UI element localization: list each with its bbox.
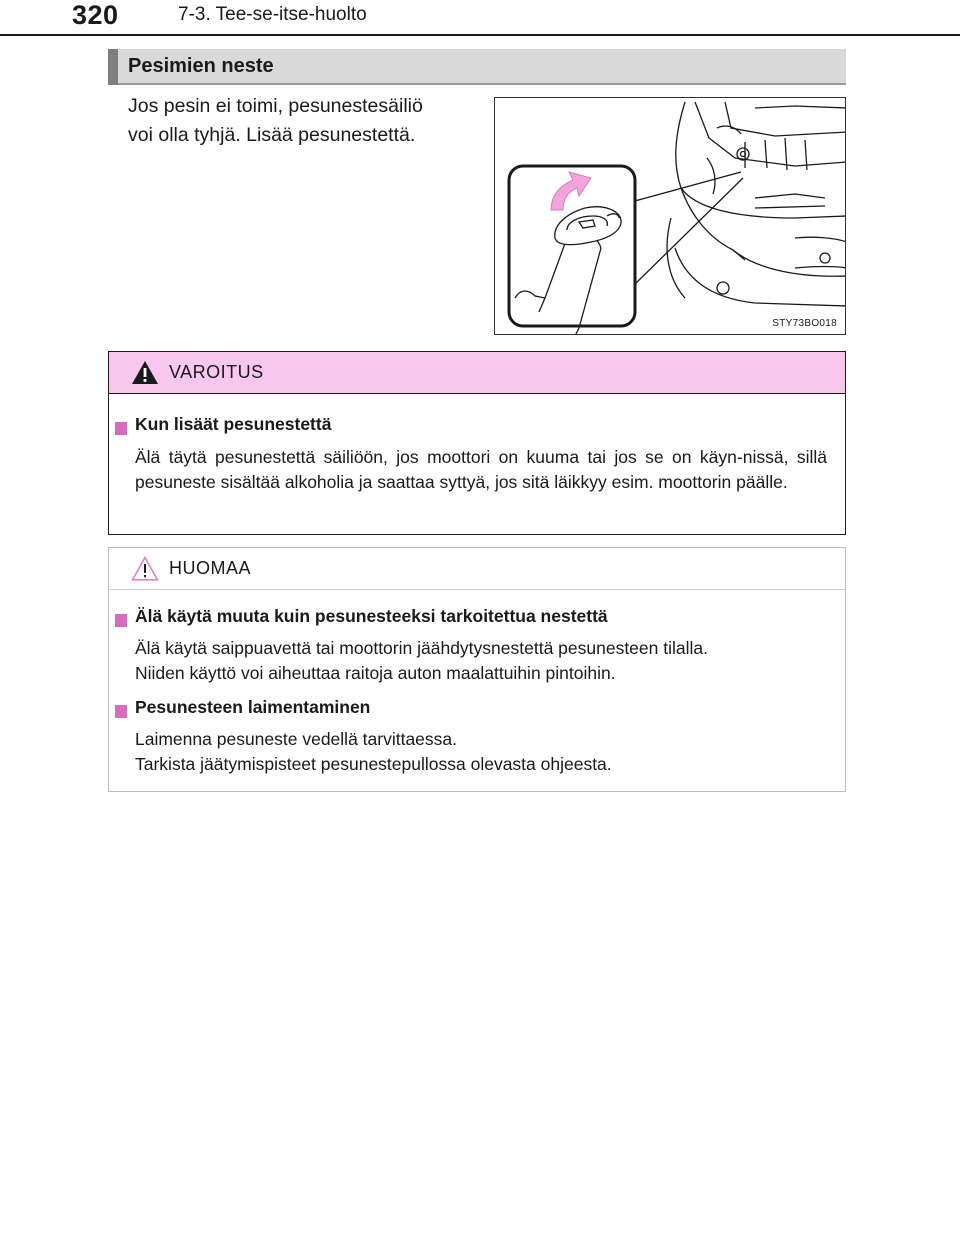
warning-box: [108, 351, 846, 535]
warning-item-title: [135, 412, 845, 436]
warning-triangle-icon: [131, 360, 159, 390]
washer-fluid-figure: [494, 97, 846, 335]
bullet-square-icon: [115, 609, 127, 622]
warning-item: [109, 412, 845, 494]
intro-line-2: voi olla tyhjä. Lisää pesunestettä.: [128, 124, 416, 146]
notice-item-title-text: Älä käytä muuta kuin pesunesteeksi tarkoitettua nestettä: [135, 606, 608, 626]
notice-item-body: [135, 636, 845, 685]
page-number: 320: [72, 0, 119, 30]
notice-item-line: Laimenna pesuneste vedellä tarvittaessa.: [135, 729, 458, 749]
bullet-square-icon: [115, 700, 127, 713]
section-heading-marker: [108, 49, 118, 85]
notice-item-title: [135, 695, 845, 719]
notice-item-line: Tarkista jäätymispisteet pesunestepullossa olevasta ohjeesta.: [135, 753, 612, 774]
warning-item-title-text: Kun lisäät pesunestettä: [135, 414, 332, 434]
notice-item-line: Älä käytä saippuavettä tai moottorin jäähdytysnestettä pesunesteen tilalla.: [135, 638, 708, 658]
notice-label: HUOMAA: [169, 558, 252, 578]
intro-line-1: Jos pesin ei toimi, pesunestesäiliö: [128, 95, 423, 117]
notice-item-body: [135, 727, 845, 776]
bullet-square-icon: [115, 417, 127, 430]
chapter-title: 7-3. Tee-se-itse-huolto: [178, 4, 367, 25]
notice-header: [109, 548, 845, 590]
notice-item-title-text: Pesunesteen laimentaminen: [135, 697, 371, 717]
intro-text: [128, 92, 488, 150]
figure-code: STY73BO018: [772, 318, 837, 329]
warning-label: VAROITUS: [169, 362, 264, 382]
notice-item: [109, 695, 845, 776]
warning-item-body: Älä täytä pesunestettä säiliöön, jos moottori on kuuma tai jos se on käyn-nissä, sillä pesuneste sisältää alkoholia ja saattaa syttyä, jos sitä läikkyy esim. moottorin päälle.: [135, 447, 827, 492]
caution-triangle-outline-icon: [131, 556, 159, 586]
warning-header: [109, 352, 845, 394]
notice-content: [109, 590, 845, 776]
section-heading: [108, 49, 846, 85]
notice-item: [109, 604, 845, 685]
header-rule: [0, 34, 960, 36]
warning-content: [109, 394, 845, 494]
washer-fluid-cap-illustration: [495, 98, 846, 335]
notice-item-line: Niiden käyttö voi aiheuttaa raitoja auton maalattuihin pintoihin.: [135, 662, 616, 683]
section-title: Pesimien neste: [128, 55, 274, 77]
notice-item-title: [135, 604, 845, 628]
notice-box: [108, 547, 846, 792]
